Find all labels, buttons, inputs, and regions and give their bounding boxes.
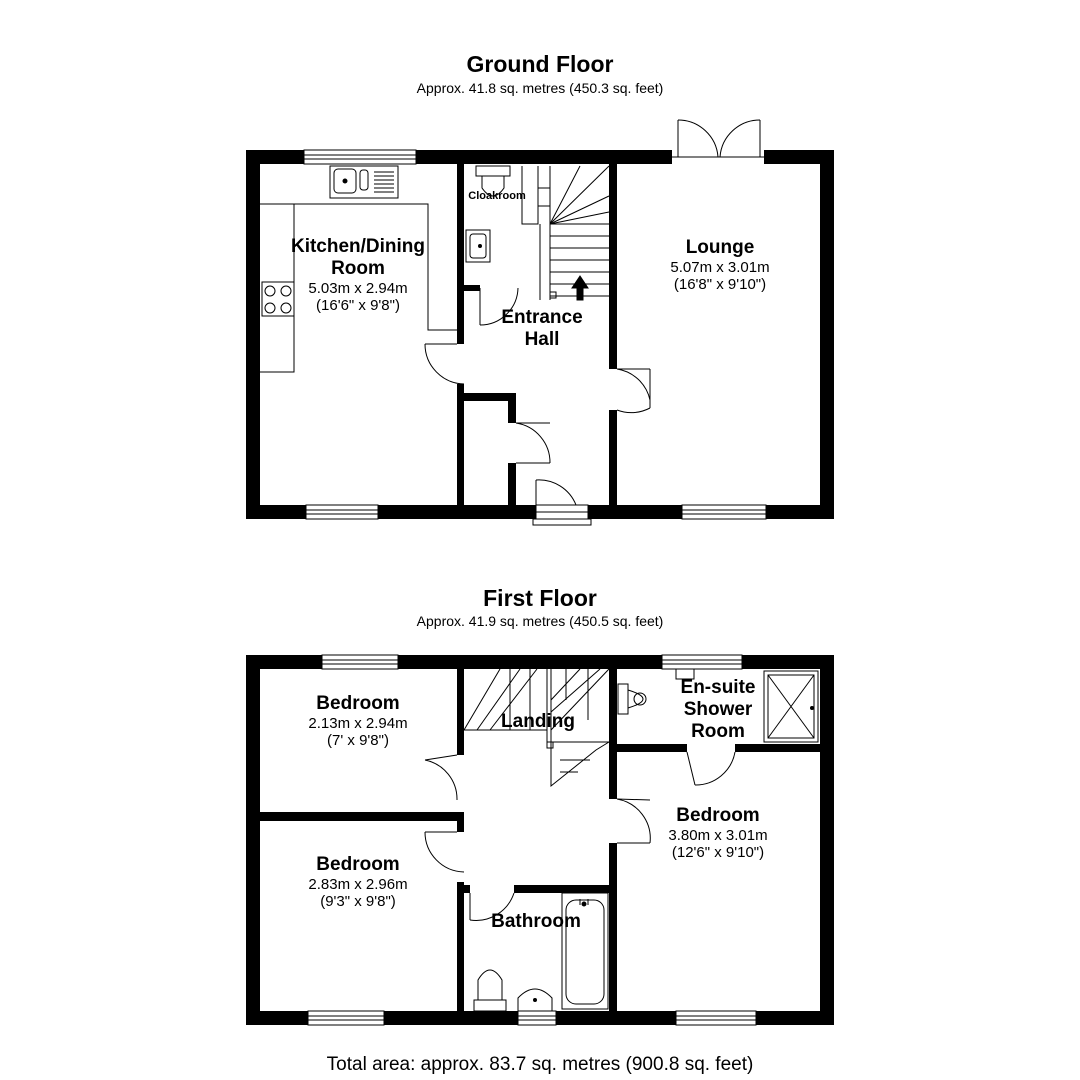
- cloakroom-basin: [466, 230, 490, 262]
- bedroom-a-name: Bedroom: [316, 693, 400, 714]
- kitchen-sink: [330, 166, 398, 198]
- bathroom-name: Bathroom: [491, 911, 581, 932]
- ensuite-name-line2: Shower: [683, 699, 753, 720]
- hall-name-line1: Entrance: [501, 307, 583, 328]
- bedroom-c-dim-metric: 3.80m x 3.01m: [668, 827, 768, 844]
- first-window-bathroom: [518, 1011, 556, 1025]
- kitchen-label: [268, 236, 448, 314]
- first-window-bed-a: [322, 655, 398, 669]
- bathroom-wc: [474, 970, 506, 1011]
- lounge-dim-metric: 5.07m x 3.01m: [670, 259, 770, 276]
- ground-window-kitchen-top: [304, 150, 416, 164]
- hall-name-line2: Hall: [524, 329, 560, 350]
- ensuite-name-line1: En-suite: [680, 677, 756, 698]
- first-window-bed-c: [676, 1011, 756, 1025]
- bedroom-b-label: [278, 854, 438, 910]
- first-floor-area: Approx. 41.9 sq. metres (450.5 sq. feet): [416, 613, 664, 629]
- bathroom-basin: [518, 989, 552, 1011]
- front-door: [533, 480, 591, 525]
- bedroom-c-label: [638, 805, 798, 861]
- lounge-french-doors: [672, 120, 764, 157]
- ground-window-lounge-bottom: [682, 505, 766, 519]
- ground-stairs: [522, 166, 609, 300]
- total-area: Total area: approx. 83.7 sq. metres (900.8 sq. feet): [326, 1054, 754, 1075]
- lounge-dim-imperial: (16'8" x 9'10"): [673, 276, 767, 293]
- hall-label: [482, 307, 602, 351]
- ensuite-name-line3: Room: [691, 721, 745, 742]
- bedroom-b-name: Bedroom: [316, 854, 400, 875]
- lounge-label: [640, 237, 800, 293]
- kitchen-door: [425, 344, 464, 384]
- landing-name: Landing: [501, 711, 575, 732]
- cupboard-door: [516, 423, 550, 463]
- kitchen-dim-imperial: (16'6" x 9'8"): [316, 297, 400, 314]
- cloakroom-name: Cloakroom: [468, 190, 526, 202]
- bedroom-a-dim-metric: 2.13m x 2.94m: [308, 715, 408, 732]
- ground-window-kitchen-bottom: [306, 505, 378, 519]
- ensuite-door: [687, 752, 735, 785]
- bed-a-door: [425, 755, 457, 800]
- bedroom-a-label: [278, 693, 438, 749]
- ground-floor-title: Ground Floor: [466, 51, 614, 77]
- bedroom-c-name: Bedroom: [676, 805, 760, 826]
- bedroom-c-dim-imperial: (12'6" x 9'10"): [671, 844, 765, 861]
- kitchen-name-line2: Room: [331, 258, 385, 279]
- first-window-ensuite: [662, 655, 742, 669]
- ensuite-label: [658, 677, 778, 743]
- ground-floor-area: Approx. 41.8 sq. metres (450.3 sq. feet): [416, 80, 664, 96]
- lounge-door: [617, 369, 650, 413]
- kitchen-dim-metric: 5.03m x 2.94m: [308, 280, 408, 297]
- kitchen-name-line1: Kitchen/Dining: [290, 236, 426, 257]
- first-window-bed-b: [308, 1011, 384, 1025]
- bedroom-a-dim-imperial: (7' x 9'8"): [327, 732, 389, 749]
- bedroom-b-dim-metric: 2.83m x 2.96m: [308, 876, 408, 893]
- bedroom-b-dim-imperial: (9'3" x 9'8"): [320, 893, 396, 910]
- first-floor-title: First Floor: [483, 585, 597, 611]
- lounge-name: Lounge: [685, 237, 755, 258]
